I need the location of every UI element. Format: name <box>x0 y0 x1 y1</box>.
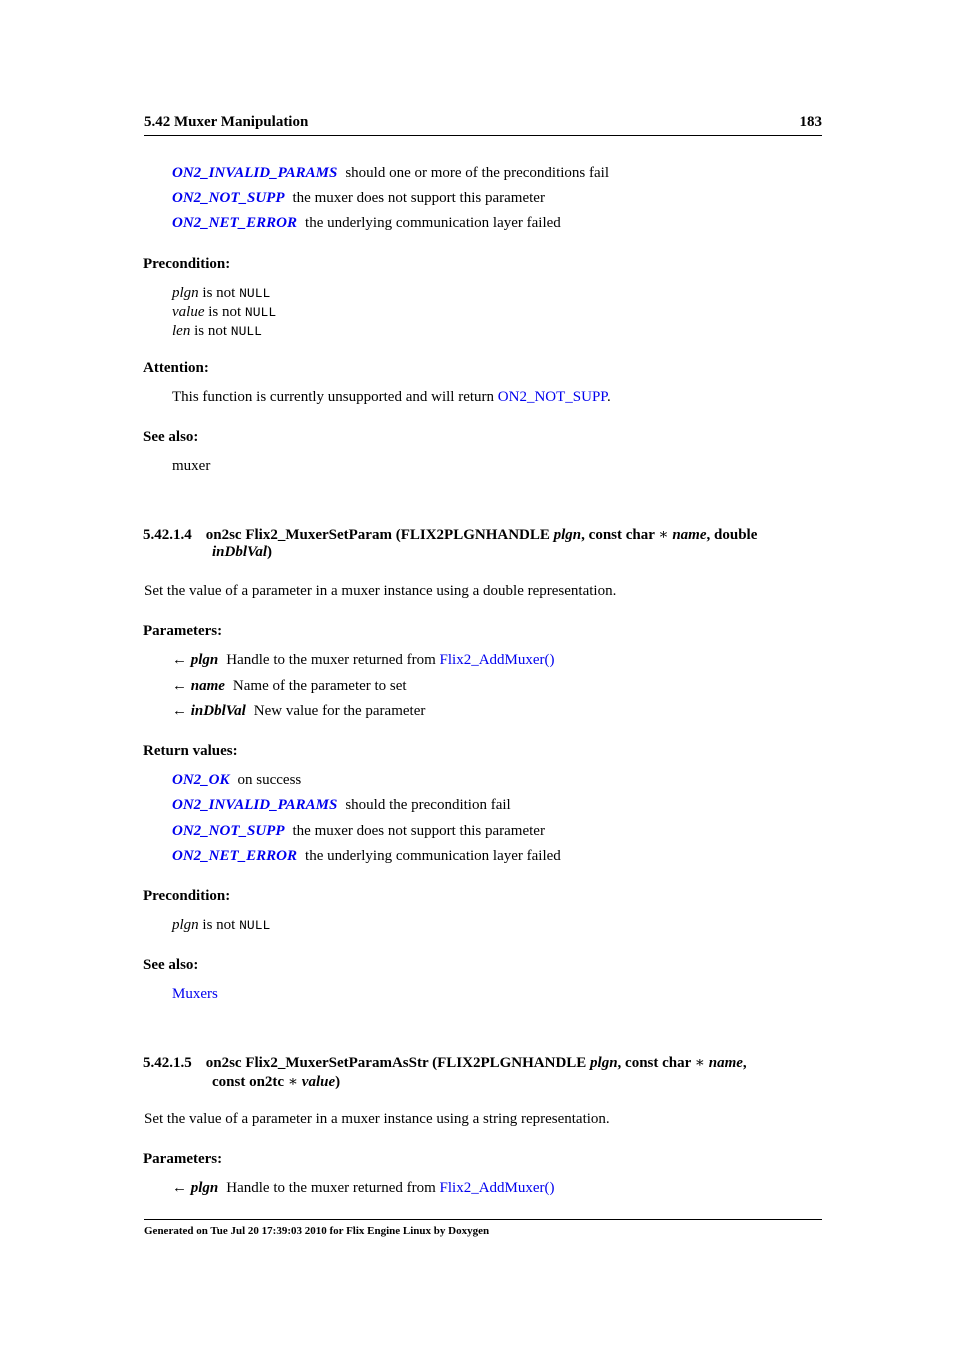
precondition-line <box>172 304 276 321</box>
signature-end: ) <box>267 544 273 560</box>
param-desc: Name of the parameter to set <box>232 678 407 694</box>
function-description: Set the value of a parameter in a muxer instance using a string representation. <box>144 1111 610 1127</box>
precondition-var: value <box>172 304 205 320</box>
function-heading-line2 <box>212 544 272 561</box>
retval-code-link[interactable]: ON2_NET_ERROR <box>172 848 298 864</box>
param-plgn: plgn <box>553 527 582 543</box>
precondition-heading: Precondition: <box>143 888 231 904</box>
pointer-star: ∗ <box>658 527 669 543</box>
param-row <box>172 1180 555 1197</box>
param-desc: Handle to the muxer returned from <box>226 1180 436 1196</box>
param-value: value <box>301 1074 336 1090</box>
see-also-text: muxer <box>172 458 211 474</box>
flix2-addmuxer-link[interactable]: Flix2_AddMuxer() <box>439 652 555 668</box>
header-rule <box>144 135 822 136</box>
retval-desc: the underlying communication layer failed <box>305 848 561 864</box>
param-desc: New value for the parameter <box>253 703 426 719</box>
pointer-star: ∗ <box>287 1074 299 1090</box>
muxers-link[interactable]: Muxers <box>172 986 218 1002</box>
retval-code-link[interactable]: ON2_NOT_SUPP <box>172 823 285 839</box>
param-row <box>172 652 555 669</box>
precondition-heading: Precondition: <box>143 256 231 272</box>
param-name: inDblVal <box>190 703 246 719</box>
precondition-var: plgn <box>172 917 199 933</box>
signature-end: ) <box>335 1074 341 1090</box>
precondition-line <box>172 285 270 302</box>
return-values-heading: Return values: <box>143 743 238 759</box>
precondition-text: is not <box>202 285 236 301</box>
retval-row <box>172 190 545 207</box>
param-row <box>172 703 425 720</box>
retval-row <box>172 797 511 814</box>
null-literal: NULL <box>239 918 271 933</box>
retval-row <box>172 165 609 182</box>
signature-part: , double <box>706 527 758 543</box>
attention-text <box>172 389 611 406</box>
attention-period: . <box>606 389 611 405</box>
retval-row <box>172 823 545 840</box>
null-literal: NULL <box>244 305 277 320</box>
retval-row <box>172 215 561 232</box>
param-name: name <box>708 1055 743 1071</box>
attention-heading: Attention: <box>143 360 209 376</box>
input-arrow-icon: ← <box>172 703 187 719</box>
function-description: Set the value of a parameter in a muxer instance using a double representation. <box>144 583 617 599</box>
function-heading <box>143 525 757 544</box>
function-heading-line2 <box>212 1072 340 1091</box>
retval-desc: the muxer does not support this parameter <box>292 823 545 839</box>
retval-desc: should one or more of the preconditions fail <box>345 165 609 181</box>
signature-part: , const char <box>581 527 655 543</box>
function-heading <box>143 1053 747 1072</box>
retval-desc: the underlying communication layer failed <box>305 215 561 231</box>
retval-desc: the muxer does not support this parameter <box>292 190 545 206</box>
attention-sentence: This function is currently unsupported and will return <box>172 389 495 405</box>
precondition-var: len <box>172 323 191 339</box>
section-number: 5.42.1.5 <box>143 1055 192 1071</box>
retval-code-link[interactable]: ON2_INVALID_PARAMS <box>172 165 338 181</box>
running-header-section: 5.42 Muxer Manipulation <box>144 114 309 130</box>
input-arrow-icon: ← <box>172 1180 187 1196</box>
signature-part: , <box>742 1055 747 1071</box>
param-row <box>172 678 407 695</box>
precondition-line <box>172 917 270 934</box>
pointer-star: ∗ <box>694 1055 705 1071</box>
footer-rule <box>144 1219 822 1220</box>
null-literal: NULL <box>230 324 262 339</box>
signature-part: on2sc Flix2_MuxerSetParamAsStr (FLIX2PLGNHANDLE <box>205 1055 587 1071</box>
signature-part: on2sc Flix2_MuxerSetParam (FLIX2PLGNHANDLE <box>205 527 550 543</box>
retval-code-link[interactable]: ON2_NET_ERROR <box>172 215 298 231</box>
param-name: name <box>190 678 225 694</box>
retval-code-link[interactable]: ON2_INVALID_PARAMS <box>172 797 338 813</box>
on2-not-supp-link[interactable]: ON2_NOT_SUPP <box>497 389 607 405</box>
see-also-heading: See also: <box>143 429 199 445</box>
precondition-text: is not <box>208 304 242 320</box>
precondition-text: is not <box>202 917 236 933</box>
see-also-heading: See also: <box>143 957 199 973</box>
param-name: plgn <box>190 652 219 668</box>
flix2-addmuxer-link[interactable]: Flix2_AddMuxer() <box>439 1180 555 1196</box>
retval-desc: on success <box>237 772 302 788</box>
retval-code-link[interactable]: ON2_NOT_SUPP <box>172 190 285 206</box>
retval-row <box>172 772 301 789</box>
retval-desc: should the precondition fail <box>345 797 511 813</box>
input-arrow-icon: ← <box>172 652 187 668</box>
retval-code-link[interactable]: ON2_OK <box>172 772 230 788</box>
footer-text: Generated on Tue Jul 20 17:39:03 2010 for Flix Engine Linux by Doxygen <box>144 1225 490 1237</box>
section-number: 5.42.1.4 <box>143 527 192 543</box>
signature-part: , const char <box>617 1055 692 1071</box>
parameters-heading: Parameters: <box>143 623 223 639</box>
param-indblval: inDblVal <box>212 544 268 560</box>
param-name: plgn <box>190 1180 219 1196</box>
null-literal: NULL <box>239 286 271 301</box>
page-number: 183 <box>799 114 822 130</box>
precondition-var: plgn <box>172 285 199 301</box>
retval-row <box>172 848 561 865</box>
param-desc: Handle to the muxer returned from <box>226 652 436 668</box>
precondition-line <box>172 323 262 340</box>
input-arrow-icon: ← <box>172 678 187 694</box>
param-name: name <box>672 527 707 543</box>
param-plgn: plgn <box>590 1055 618 1071</box>
precondition-text: is not <box>194 323 228 339</box>
parameters-heading: Parameters: <box>143 1151 223 1167</box>
signature-part: const on2tc <box>212 1074 285 1090</box>
